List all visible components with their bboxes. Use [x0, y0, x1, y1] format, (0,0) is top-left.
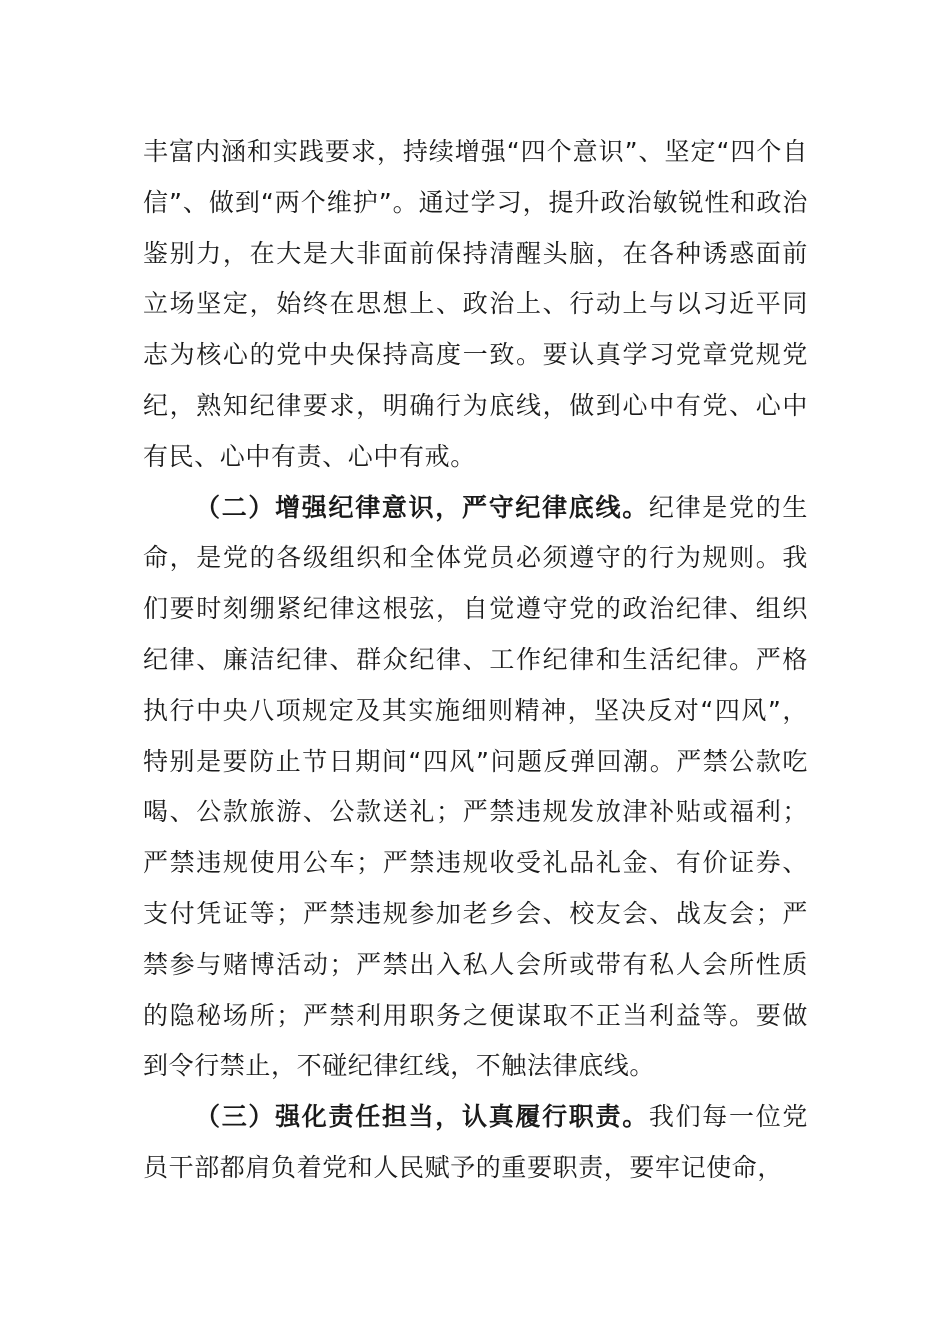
section-heading-3: （三）强化责任担当，认真履行职责。: [195, 1102, 649, 1132]
paragraph-3-text: 我们每一位党员干部都肩负着党和人民赋予的重要职责，要牢记使命，: [143, 1102, 809, 1182]
document-body: [143, 127, 808, 1194]
paragraph-2: [143, 483, 808, 1093]
paragraph-1: [143, 127, 808, 483]
paragraph-2-text: 纪律是党的生命，是党的各级组织和全体党员必须遵守的行为规则。我们要时刻绷紧纪律这根弦，自觉遵守党的政治纪律、组织纪律、廉洁纪律、群众纪律、工作纪律和生活纪律。严格执行中央八项规定及其实施细则精神，坚决反对“四风”，特别是要防止节日期间“四风”问题反弹回潮。严禁公款吃喝、公款旅游、公款送礼；严禁违规发放津补贴或福利；严禁违规使用公车；严禁违规收受礼品礼金、有价证券、支付凭证等；严禁违规参加老乡会、校友会、战友会；严禁参与赌博活动；严禁出入私人会所或带有私人会所性质的隐秘场所；严禁利用职务之便谋取不正当利益等。要做到令行禁止，不碰纪律红线，不触法律底线。: [143, 492, 809, 1081]
section-heading-2: （二）增强纪律意识，严守纪律底线。: [195, 492, 649, 522]
paragraph-3: [143, 1092, 808, 1194]
paragraph-1-text: 丰富内涵和实践要求，持续增强“四个意识”、坚定“四个自信”、做到“两个维护”。通过学习，提升政治敏锐性和政治鉴别力，在大是大非面前保持清醒头脑，在各种诱惑面前立场坚定，始终在思想上、政治上、行动上与以习近平同志为核心的党中央保持高度一致。要认真学习党章党规党纪，熟知纪律要求，明确行为底线，做到心中有党、心中有民、心中有责、心中有戒。: [143, 137, 808, 471]
